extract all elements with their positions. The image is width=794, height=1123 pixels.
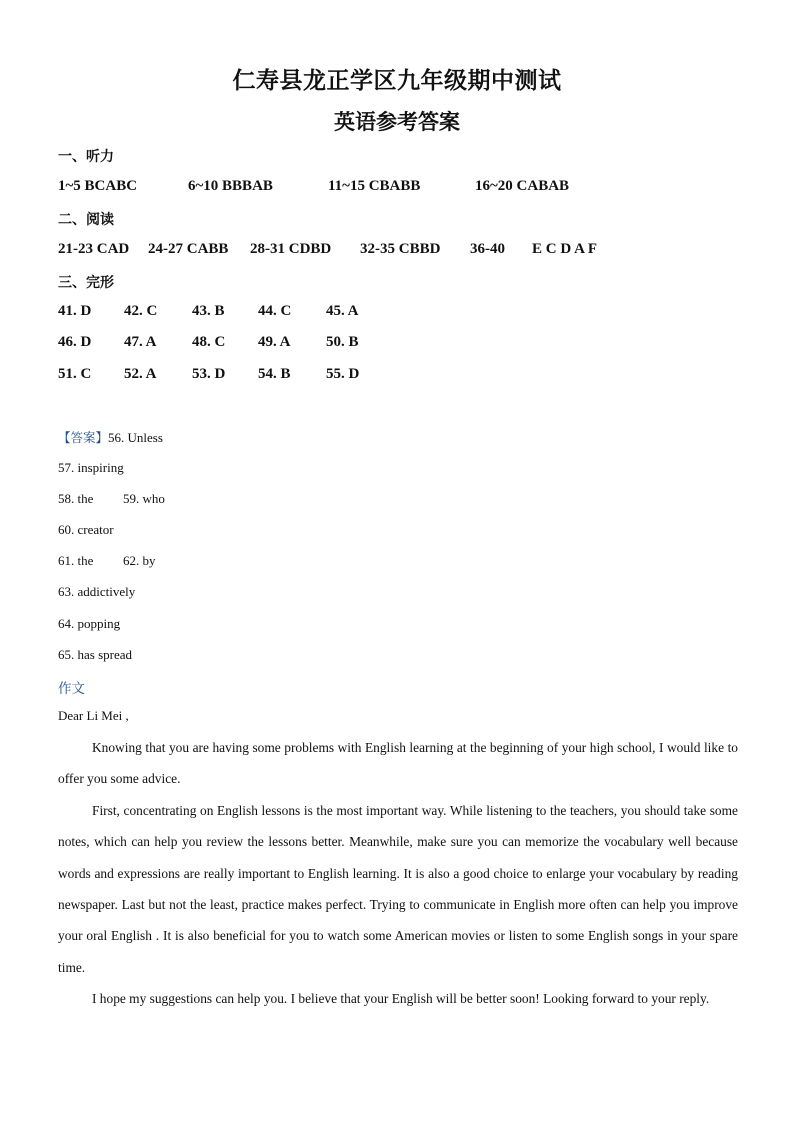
listening-answer: 16~20 CABAB xyxy=(475,178,570,194)
cloze-heading: 三、完形 xyxy=(58,275,114,291)
page-subtitle: 英语参考答案 xyxy=(334,109,460,134)
listening-answer: 11~15 CBABB xyxy=(328,178,421,194)
fill-answer: 58. the xyxy=(58,491,94,506)
cloze-answer: 47. A xyxy=(124,334,157,350)
cloze-answer: 52. A xyxy=(124,366,157,382)
reading-answer: 28-31 CDBD xyxy=(250,241,332,257)
cloze-answer: 42. C xyxy=(124,303,158,319)
listening-heading: 一、听力 xyxy=(58,149,114,165)
cloze-answer: 49. A xyxy=(258,334,291,350)
fill-answer: 65. has spread xyxy=(58,647,133,662)
essay-paragraph: First, concentrating on English lessons is the most important way. While listening to the teachers, you should take some notes, which can help you review the lessons better. Meanwhile, make sure you can memorize the vocabulary well because words and expressions are really important to English learning. It is also a good choice to enlarge your vocabulary by reading newspaper. Last but not the least, practice makes perfect. Trying to communicate in English more often can help you improve your oral English . It is also beneficial for you to watch some American movies or listen to some English songs in your spare time. xyxy=(58,802,738,975)
cloze-answer: 50. B xyxy=(326,334,359,350)
writing-heading: 作文 xyxy=(58,681,85,697)
cloze-answer: 48. C xyxy=(192,334,226,350)
cloze-answer: 55. D xyxy=(326,366,360,382)
fill-answer: 62. by xyxy=(123,553,156,568)
cloze-answer: 46. D xyxy=(58,334,92,350)
fill-answer: 60. creator xyxy=(58,522,114,537)
cloze-answer: 54. B xyxy=(258,366,291,382)
cloze-answer: 41. D xyxy=(58,303,92,319)
listening-answer: 6~10 BBBAB xyxy=(188,178,273,194)
essay-paragraph: Knowing that you are having some problems with English learning at the beginning of your high school, I would like to offer you some advice. xyxy=(58,740,738,787)
reading-answer: 21-23 CAD xyxy=(58,241,130,257)
reading-answer: E C D A F xyxy=(532,241,598,257)
fill-answer-line xyxy=(58,491,258,509)
letter-greeting: Dear Li Mei , xyxy=(58,708,129,723)
answer-label: 【答案】 xyxy=(58,430,109,445)
reading-answer: 24-27 CABB xyxy=(148,241,229,257)
fill-answer: 63. addictively xyxy=(58,584,136,599)
fill-answer: 56. Unless xyxy=(108,430,163,445)
fill-answer-line xyxy=(58,553,258,571)
reading-heading: 二、阅读 xyxy=(58,212,114,228)
reading-answer: 36-40 xyxy=(470,241,505,257)
listening-answer: 1~5 BCABC xyxy=(58,178,138,194)
cloze-answer: 44. C xyxy=(258,303,292,319)
fill-answer: 64. popping xyxy=(58,616,121,631)
reading-answer: 32-35 CBBD xyxy=(360,241,441,257)
page-title: 仁寿县龙正学区九年级期中测试 xyxy=(232,67,562,94)
fill-answer: 59. who xyxy=(123,491,165,506)
fill-answer-line xyxy=(58,428,163,446)
essay-body xyxy=(58,732,738,1015)
essay-paragraph: I hope my suggestions can help you. I believe that your English will be better soon! Looking forward to your reply. xyxy=(92,991,710,1007)
cloze-answer: 53. D xyxy=(192,366,226,382)
cloze-answer: 45. A xyxy=(326,303,359,319)
fill-answer: 57. inspiring xyxy=(58,460,124,475)
cloze-answer: 51. C xyxy=(58,366,92,382)
cloze-answer: 43. B xyxy=(192,303,225,319)
fill-answer: 61. the xyxy=(58,553,94,568)
